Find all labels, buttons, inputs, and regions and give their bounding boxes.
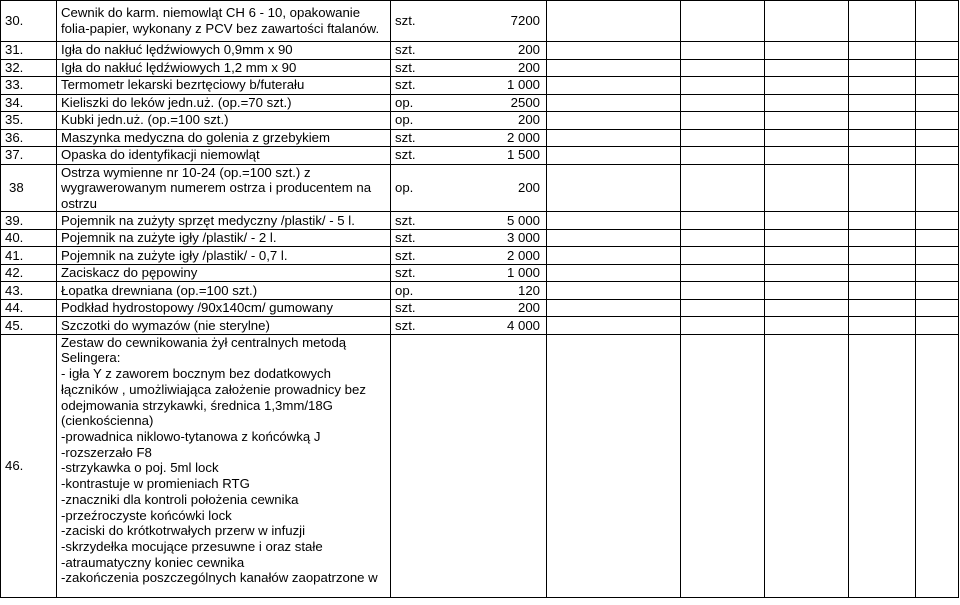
item-name: [57, 229, 391, 247]
row-number: 37.: [1, 147, 57, 165]
item-name-line: (cienkościenna): [61, 413, 154, 429]
empty-cell: [916, 77, 959, 95]
item-name-line: Selingera:: [61, 350, 121, 366]
row-number: 46.: [1, 334, 57, 597]
table-row: [1, 59, 959, 77]
table-row: [1, 247, 959, 265]
table-row: [1, 1, 959, 42]
item-name: [57, 317, 391, 335]
empty-cell: [681, 164, 765, 212]
item-name-line: Igła do nakłuć lędźwiowych 0,9mm x 90: [61, 42, 293, 58]
item-unit: szt.: [391, 247, 451, 265]
empty-cell: [765, 1, 849, 42]
empty-cell: [681, 247, 765, 265]
empty-cell: [849, 212, 916, 230]
empty-cell: [765, 59, 849, 77]
empty-cell: [681, 212, 765, 230]
item-name: [57, 212, 391, 230]
row-number: 42.: [1, 264, 57, 282]
row-number: 31.: [1, 42, 57, 60]
item-unit: szt.: [391, 229, 451, 247]
empty-cell: [547, 112, 681, 130]
empty-cell: [681, 94, 765, 112]
item-name-line: Termometr lekarski bezrtęciowy b/futerału: [61, 77, 305, 93]
empty-cell: [547, 334, 681, 597]
empty-cell: [849, 147, 916, 165]
row-number: 36.: [1, 129, 57, 147]
item-unit: szt.: [391, 317, 451, 335]
empty-cell: [681, 147, 765, 165]
item-quantity: 1 500: [451, 147, 547, 165]
empty-cell: [849, 77, 916, 95]
empty-cell: [765, 212, 849, 230]
item-quantity: 1 000: [451, 77, 547, 95]
item-name-line: łączników , umożliwiająca założenie prowadnicy bez: [61, 381, 366, 397]
empty-cell: [849, 229, 916, 247]
empty-cell: [547, 129, 681, 147]
empty-cell: [849, 247, 916, 265]
item-name: [57, 112, 391, 130]
table-row: [1, 129, 959, 147]
empty-cell: [916, 317, 959, 335]
empty-cell: [765, 247, 849, 265]
empty-cell: [681, 282, 765, 300]
empty-cell: [916, 247, 959, 265]
item-name-line: Zaciskacz do pępowiny: [61, 265, 198, 281]
item-name: [57, 334, 391, 597]
item-name-line: folia-papier, wykonany z PCV bez zawartości ftalanów.: [61, 21, 380, 36]
item-name-line: ostrzu: [61, 195, 97, 211]
empty-cell: [681, 229, 765, 247]
empty-cell: [681, 129, 765, 147]
item-name-line: -przeźroczyste końcówki lock: [61, 507, 232, 523]
empty-cell: [681, 112, 765, 130]
item-quantity: 2500: [451, 94, 547, 112]
item-unit: szt.: [391, 147, 451, 165]
item-quantity: 200: [451, 299, 547, 317]
empty-cell: [547, 1, 681, 42]
item-unit: szt.: [391, 77, 451, 95]
item-quantity: 5 000: [451, 212, 547, 230]
empty-cell: [849, 164, 916, 212]
row-number: 34.: [1, 94, 57, 112]
item-unit: op.: [391, 94, 451, 112]
empty-cell: [916, 334, 959, 597]
item-name-line: wygrawerowanym numerem ostrza i producentem na: [61, 180, 372, 196]
item-name: [57, 247, 391, 265]
empty-cell: [849, 42, 916, 60]
item-name-line: -znaczniki dla kontroli położenia cewnika: [61, 491, 299, 507]
row-number: 39.: [1, 212, 57, 230]
empty-cell: [916, 147, 959, 165]
empty-cell: [765, 282, 849, 300]
table-row: [1, 282, 959, 300]
item-unit: op.: [391, 282, 451, 300]
item-quantity: 200: [451, 112, 547, 130]
empty-cell: [547, 282, 681, 300]
row-number: 40.: [1, 229, 57, 247]
item-name-line: -atraumatyczny koniec cewnika: [61, 554, 245, 570]
item-name-line: Igła do nakłuć lędźwiowych 1,2 mm x 90: [61, 59, 297, 75]
row-number: 38: [1, 164, 57, 212]
item-unit: szt.: [391, 42, 451, 60]
empty-cell: [765, 229, 849, 247]
item-unit: szt.: [391, 299, 451, 317]
empty-cell: [547, 42, 681, 60]
empty-cell: [765, 147, 849, 165]
empty-cell: [547, 77, 681, 95]
item-unit: [391, 334, 451, 597]
row-number: 33.: [1, 77, 57, 95]
empty-cell: [916, 112, 959, 130]
empty-cell: [916, 129, 959, 147]
row-number: 43.: [1, 282, 57, 300]
item-unit: szt.: [391, 129, 451, 147]
empty-cell: [765, 129, 849, 147]
row-number: 45.: [1, 317, 57, 335]
empty-cell: [916, 264, 959, 282]
row-number: 35.: [1, 112, 57, 130]
table-row: [1, 42, 959, 60]
item-name: [57, 129, 391, 147]
empty-cell: [765, 42, 849, 60]
item-name-line: Szczotki do wymazów (nie sterylne): [61, 317, 270, 333]
empty-cell: [849, 299, 916, 317]
empty-cell: [681, 317, 765, 335]
empty-cell: [547, 59, 681, 77]
item-unit: szt.: [391, 212, 451, 230]
table-row: [1, 147, 959, 165]
item-quantity: [451, 334, 547, 597]
item-quantity: 200: [451, 42, 547, 60]
item-unit: szt.: [391, 264, 451, 282]
table-row: [1, 112, 959, 130]
item-quantity: 200: [451, 164, 547, 212]
item-name-line: Cewnik do karm. niemowląt CH 6 - 10, opakowanie: [61, 5, 361, 21]
empty-cell: [916, 42, 959, 60]
item-name: [57, 77, 391, 95]
row-number: 41.: [1, 247, 57, 265]
empty-cell: [916, 59, 959, 77]
empty-cell: [681, 264, 765, 282]
empty-cell: [916, 229, 959, 247]
item-quantity: 4 000: [451, 317, 547, 335]
item-name-line: -skrzydełka mocujące przesuwne i oraz stałe: [61, 538, 323, 554]
item-name-line: Maszynka medyczna do golenia z grzebykiem: [61, 129, 331, 145]
empty-cell: [765, 77, 849, 95]
item-name-line: -prowadnica niklowo-tytanowa z końcówką J: [61, 429, 321, 444]
empty-cell: [547, 247, 681, 265]
empty-cell: [681, 299, 765, 317]
item-name-line: -rozszerzało F8: [61, 444, 152, 460]
row-number: 32.: [1, 59, 57, 77]
item-name-line: -kontrastuje w promieniach RTG: [61, 476, 250, 492]
item-name: [57, 59, 391, 77]
empty-cell: [765, 264, 849, 282]
item-quantity: 3 000: [451, 229, 547, 247]
empty-cell: [849, 129, 916, 147]
item-quantity: 2 000: [451, 129, 547, 147]
empty-cell: [547, 94, 681, 112]
empty-cell: [765, 94, 849, 112]
item-name: [57, 164, 391, 212]
empty-cell: [547, 164, 681, 212]
empty-cell: [547, 212, 681, 230]
table-row: [1, 212, 959, 230]
empty-cell: [681, 77, 765, 95]
empty-cell: [547, 317, 681, 335]
item-name: [57, 282, 391, 300]
item-unit: op.: [391, 164, 451, 212]
empty-cell: [849, 282, 916, 300]
empty-cell: [765, 334, 849, 597]
item-name-line: Zestaw do cewnikowania żył centralnych metodą: [61, 334, 347, 350]
empty-cell: [849, 94, 916, 112]
item-name: [57, 147, 391, 165]
item-name-line: Pojemnik na zużyte igły /plastik/ - 2 l.: [61, 230, 277, 246]
item-name: [57, 264, 391, 282]
empty-cell: [765, 299, 849, 317]
table-row: [1, 94, 959, 112]
item-name-line: -zaciski do krótkotrwałych przerw w infuzji: [61, 523, 306, 539]
empty-cell: [547, 264, 681, 282]
table-row: [1, 229, 959, 247]
item-unit: szt.: [391, 1, 451, 42]
item-quantity: 7200: [451, 1, 547, 42]
empty-cell: [916, 299, 959, 317]
item-quantity: 1 000: [451, 264, 547, 282]
empty-cell: [849, 317, 916, 335]
item-name-line: Pojemnik na zużyty sprzęt medyczny /plastik/ - 5 l.: [61, 212, 355, 228]
item-name: [57, 1, 391, 42]
empty-cell: [681, 1, 765, 42]
empty-cell: [547, 229, 681, 247]
item-unit: op.: [391, 112, 451, 130]
empty-cell: [681, 334, 765, 597]
item-quantity: 120: [451, 282, 547, 300]
item-unit: szt.: [391, 59, 451, 77]
empty-cell: [765, 317, 849, 335]
item-name-line: Pojemnik na zużyte igły /plastik/ - 0,7 l.: [61, 247, 288, 263]
item-name: [57, 299, 391, 317]
empty-cell: [916, 164, 959, 212]
empty-cell: [765, 112, 849, 130]
row-number: 44.: [1, 299, 57, 317]
empty-cell: [681, 59, 765, 77]
item-name-line: Ostrza wymienne nr 10-24 (op.=100 szt.) z: [61, 164, 311, 180]
item-name-line: Łopatka drewniana (op.=100 szt.): [61, 282, 258, 298]
item-name: [57, 94, 391, 112]
table-row: [1, 77, 959, 95]
empty-cell: [849, 334, 916, 597]
item-name-line: Kieliszki do leków jedn.uż. (op.=70 szt.): [61, 94, 292, 110]
table-row: [1, 164, 959, 212]
empty-cell: [765, 164, 849, 212]
empty-cell: [849, 59, 916, 77]
empty-cell: [849, 264, 916, 282]
item-name-line: - igła Y z zaworem bocznym bez dodatkowych: [61, 366, 331, 382]
item-name-line: odejmowania strzykawki, średnica 1,3mm/18G: [61, 397, 333, 413]
empty-cell: [849, 1, 916, 42]
empty-cell: [547, 299, 681, 317]
table-row: [1, 299, 959, 317]
item-name-line: -strzykawka o poj. 5ml lock: [61, 460, 219, 476]
item-name-line: Podkład hydrostopowy /90x140cm/ gumowany: [61, 300, 333, 316]
empty-cell: [916, 212, 959, 230]
table-row: [1, 317, 959, 335]
empty-cell: [547, 147, 681, 165]
empty-cell: [849, 112, 916, 130]
empty-cell: [681, 42, 765, 60]
table-body: [1, 1, 959, 598]
item-name-line: -zakończenia poszczególnych kanałów zaopatrzone w: [61, 570, 378, 586]
row-number: 30.: [1, 1, 57, 42]
item-name-line: Kubki jedn.uż. (op.=100 szt.): [61, 112, 229, 128]
item-quantity: 2 000: [451, 247, 547, 265]
empty-cell: [916, 282, 959, 300]
item-name: [57, 42, 391, 60]
empty-cell: [916, 94, 959, 112]
table-row: [1, 334, 959, 597]
table-row: [1, 264, 959, 282]
empty-cell: [916, 1, 959, 42]
item-name-line: Opaska do identyfikacji niemowląt: [61, 147, 260, 163]
item-quantity: 200: [451, 59, 547, 77]
